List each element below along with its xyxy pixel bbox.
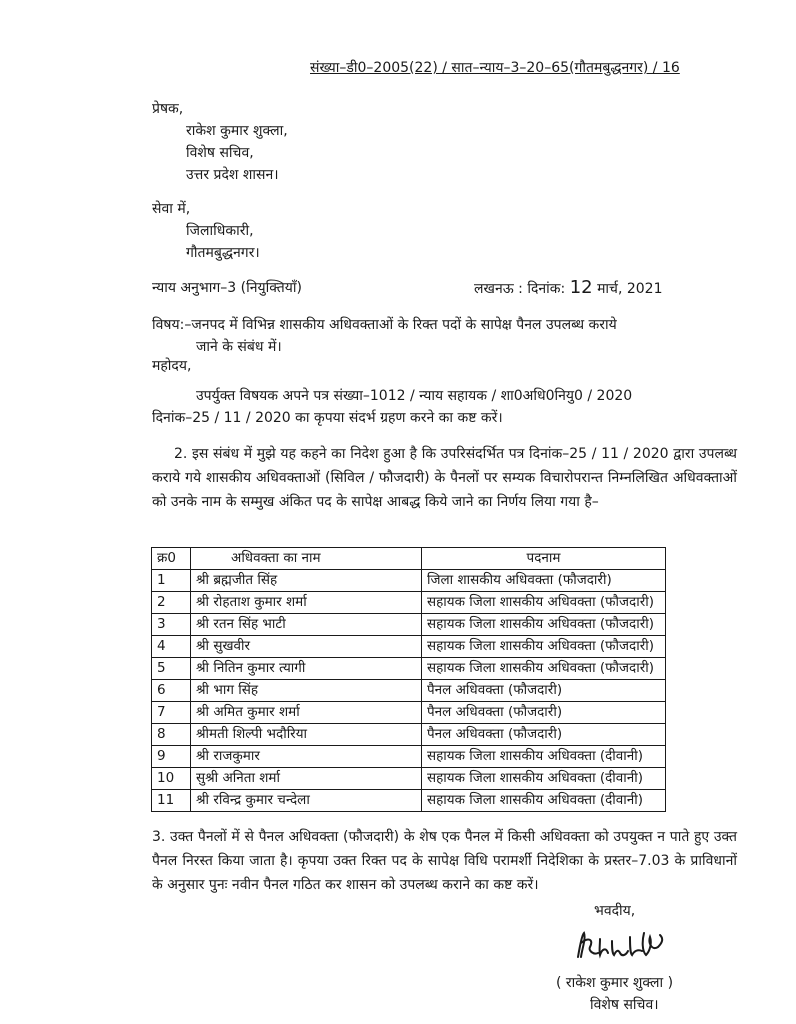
para1-line-1: उपर्युक्त विषयक अपने पत्र संख्या–1012 / न्याय सहायक / शा0अधि0नियु0 / 2020: [196, 388, 633, 404]
cell-serial: 7: [152, 702, 191, 724]
cell-designation: सहायक जिला शासकीय अधिवक्ता (फौजदारी): [422, 614, 666, 636]
cell-advocate-name: श्री रतन सिंह भाटी: [191, 614, 422, 636]
salutation: महोदय,: [152, 358, 192, 374]
table-row: [152, 614, 666, 636]
subject-line-2: जाने के संबंध में।: [196, 339, 282, 355]
cell-designation: सहायक जिला शासकीय अधिवक्ता (फौजदारी): [422, 592, 666, 614]
signatory-designation: विशेष सचिव।: [590, 997, 659, 1013]
date-day: 12: [569, 277, 593, 298]
cell-serial: 1: [152, 570, 191, 592]
table-row: [152, 768, 666, 790]
cell-serial: 2: [152, 592, 191, 614]
table-row: [152, 702, 666, 724]
column-header-serial: क्र0: [152, 548, 191, 570]
table-row: [152, 724, 666, 746]
cell-designation: सहायक जिला शासकीय अधिवक्ता (फौजदारी): [422, 636, 666, 658]
letter-date: [474, 277, 662, 300]
cell-serial: 11: [152, 790, 191, 812]
column-header-designation: पदनाम: [422, 548, 666, 570]
table-row: [152, 570, 666, 592]
cell-serial: 10: [152, 768, 191, 790]
cell-designation: जिला शासकीय अधिवक्ता (फौजदारी): [422, 570, 666, 592]
sender-label: प्रेषक,: [152, 101, 184, 117]
sender-office: उत्तर प्रदेश शासन।: [186, 167, 279, 183]
cell-advocate-name: श्री रोहताश कुमार शर्मा: [191, 592, 422, 614]
column-header-name: अधिवक्ता का नाम: [191, 548, 422, 570]
recipient-district: गौतमबुद्धनगर।: [186, 245, 260, 261]
cell-designation: सहायक जिला शासकीय अधिवक्ता (दीवानी): [422, 768, 666, 790]
advocate-panel-table: [151, 547, 666, 812]
cell-serial: 5: [152, 658, 191, 680]
paragraph-2: 2. इस संबंध में मुझे यह कहने का निदेश हुआ है कि उपरिसंदर्भित पत्र दिनांक–25 / 11 / 2020 द्वारा उपलब्ध कराये गये शासकीय अधिवक्ताओं (सिविल / फौजदारी) के पैनलों पर सम्यक विचारोपरान्त निम्नलिखित अधिवक्ताओं को उनके नाम के सम्मुख अंकित पद के सापेक्ष आबद्ध किये जाने का निर्णय लिया गया है–: [152, 446, 737, 510]
table-row: [152, 790, 666, 812]
table-row: [152, 636, 666, 658]
cell-advocate-name: श्री अमित कुमार शर्मा: [191, 702, 422, 724]
cell-designation: पैनल अधिवक्ता (फौजदारी): [422, 702, 666, 724]
cell-advocate-name: श्री सुखवीर: [191, 636, 422, 658]
cell-designation: पैनल अधिवक्ता (फौजदारी): [422, 680, 666, 702]
cell-advocate-name: श्री नितिन कुमार त्यागी: [191, 658, 422, 680]
sender-designation: विशेष सचिव,: [186, 145, 254, 161]
cell-advocate-name: श्री रविन्द्र कुमार चन्देला: [191, 790, 422, 812]
table-row: [152, 746, 666, 768]
cell-serial: 6: [152, 680, 191, 702]
cell-designation: पैनल अधिवक्ता (फौजदारी): [422, 724, 666, 746]
handwritten-signature: [572, 925, 672, 967]
para1-line-2: दिनांक–25 / 11 / 2020 का कृपया संदर्भ ग्रहण करने का कष्ट करें।: [152, 410, 503, 426]
cell-designation: सहायक जिला शासकीय अधिवक्ता (दीवानी): [422, 746, 666, 768]
cell-designation: सहायक जिला शासकीय अधिवक्ता (दीवानी): [422, 790, 666, 812]
closing-phrase: भवदीय,: [594, 903, 636, 919]
signatory-name: ( राकेश कुमार शुक्ला ): [556, 975, 674, 991]
table-row: [152, 680, 666, 702]
sender-name: राकेश कुमार शुक्ला,: [186, 123, 288, 139]
cell-serial: 9: [152, 746, 191, 768]
cell-advocate-name: सुश्री अनिता शर्मा: [191, 768, 422, 790]
date-prefix: लखनऊ : दिनांक:: [474, 281, 566, 297]
cell-advocate-name: श्री भाग सिंह: [191, 680, 422, 702]
reference-number: संख्या–डी0–2005(22) / सात–न्याय–3–20–65(गौतमबुद्धनगर) / 16: [310, 60, 680, 76]
table-body: [152, 570, 666, 812]
cell-designation: सहायक जिला शासकीय अधिवक्ता (फौजदारी): [422, 658, 666, 680]
date-rest: मार्च, 2021: [597, 281, 663, 297]
recipient-designation: जिलाधिकारी,: [186, 223, 254, 239]
cell-advocate-name: श्री राजकुमार: [191, 746, 422, 768]
cell-serial: 4: [152, 636, 191, 658]
recipient-label: सेवा में,: [152, 201, 191, 217]
cell-advocate-name: श्रीमती शिल्पी भदौरिया: [191, 724, 422, 746]
table-row: [152, 592, 666, 614]
table-row: [152, 658, 666, 680]
cell-advocate-name: श्री ब्रह्मजीत सिंह: [191, 570, 422, 592]
subject-line-1: विषय:–जनपद में विभिन्न शासकीय अधिवक्ताओं के रिक्त पदों के सापेक्ष पैनल उपलब्ध कराये: [152, 317, 617, 333]
cell-serial: 3: [152, 614, 191, 636]
cell-serial: 8: [152, 724, 191, 746]
table-header-row: [152, 548, 666, 570]
section-name: न्याय अनुभाग–3 (नियुक्तियाँ): [152, 280, 302, 296]
paragraph-3: 3. उक्त पैनलों में से पैनल अधिवक्ता (फौजदारी) के शेष एक पैनल में किसी अधिवक्ता को उपयुक्त न पाते हुए उक्त पैनल निरस्त किया जाता है। कृपया उक्त रिक्त पद के सापेक्ष विधि परामर्शी निदेशिका के प्रस्तर–7.03 के प्राविधानों के अनुसार पुनः नवीन पैनल गठित कर शासन को उपलब्ध कराने का कष्ट करें।: [152, 829, 737, 893]
